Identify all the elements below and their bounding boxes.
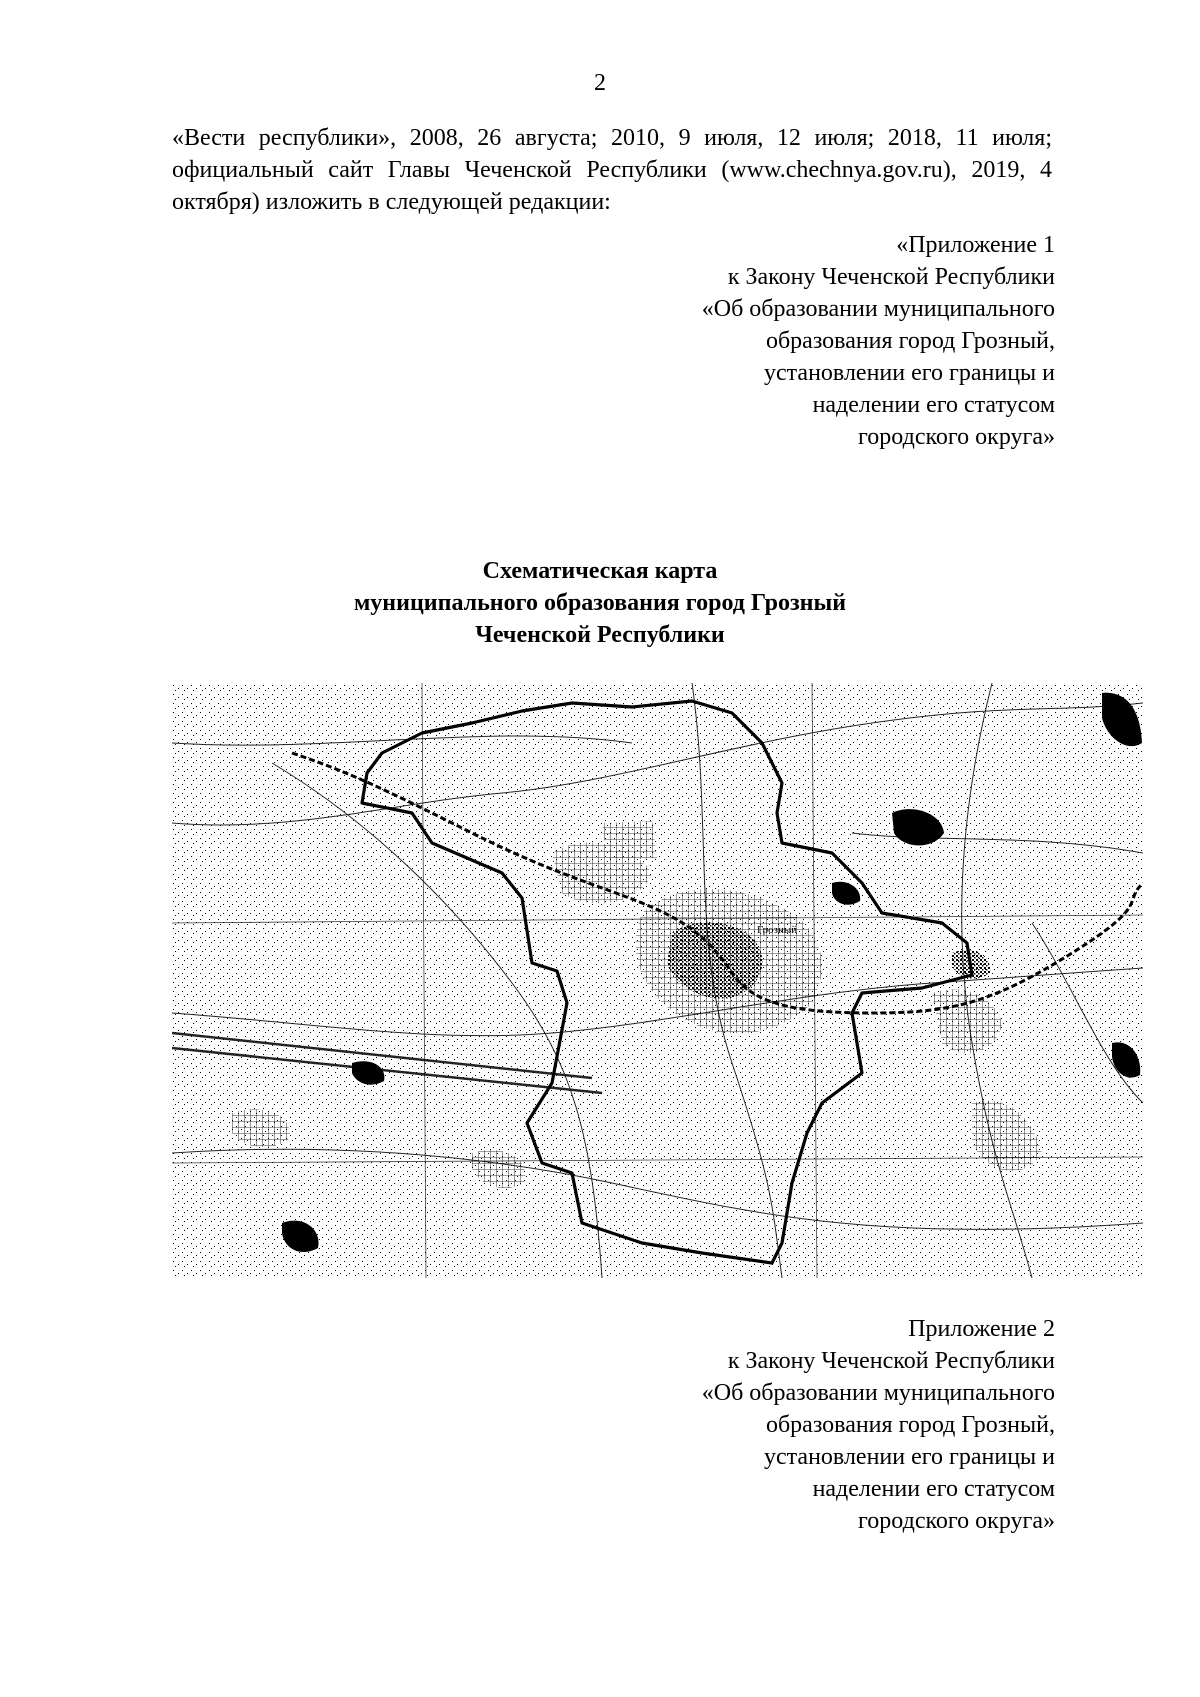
appendix-1-line: установлении его границы и: [764, 360, 1055, 386]
map-title: [0, 555, 1200, 651]
appendix-1-line: городского округа»: [858, 424, 1055, 450]
appendix-2-line: «Об образовании муниципального: [701, 1380, 1055, 1406]
schematic-map: [172, 683, 1143, 1278]
appendix-2-line: установлении его границы и: [764, 1444, 1055, 1470]
appendix-2-line: образования город Грозный,: [765, 1412, 1055, 1438]
appendix-1-caption: [702, 229, 1055, 453]
appendix-2-line: городского округа»: [858, 1508, 1055, 1534]
appendix-1-line: к Закону Чеченской Республики: [727, 264, 1055, 290]
page-number: 2: [594, 70, 606, 96]
appendix-1-line: образования город Грозный,: [765, 328, 1055, 354]
appendix-2-line: к Закону Чеченской Республики: [727, 1348, 1055, 1374]
appendix-2-line: Приложение 2: [908, 1316, 1055, 1342]
map-city-label: Грозный: [757, 924, 798, 936]
appendix-1-line: «Об образовании муниципального: [701, 296, 1055, 322]
map-title-line: Схематическая карта: [482, 558, 718, 584]
appendix-1-line: «Приложение 1: [896, 232, 1055, 258]
appendix-1-line: наделении его статусом: [812, 392, 1055, 418]
map-title-line: муниципального образования город Грозный: [353, 590, 847, 616]
appendix-2-line: наделении его статусом: [812, 1476, 1055, 1502]
map-title-line: Чеченской Республики: [475, 622, 725, 648]
intro-paragraph: «Вести республики», 2008, 26 августа; 2010, 9 июля, 12 июля; 2018, 11 июля; официальный сайт Главы Чеченской Республики (www.chechnya.gov.ru), 2019, 4 октября) изложить в следующей редакции:: [172, 125, 1052, 215]
appendix-2-caption: [702, 1313, 1055, 1537]
